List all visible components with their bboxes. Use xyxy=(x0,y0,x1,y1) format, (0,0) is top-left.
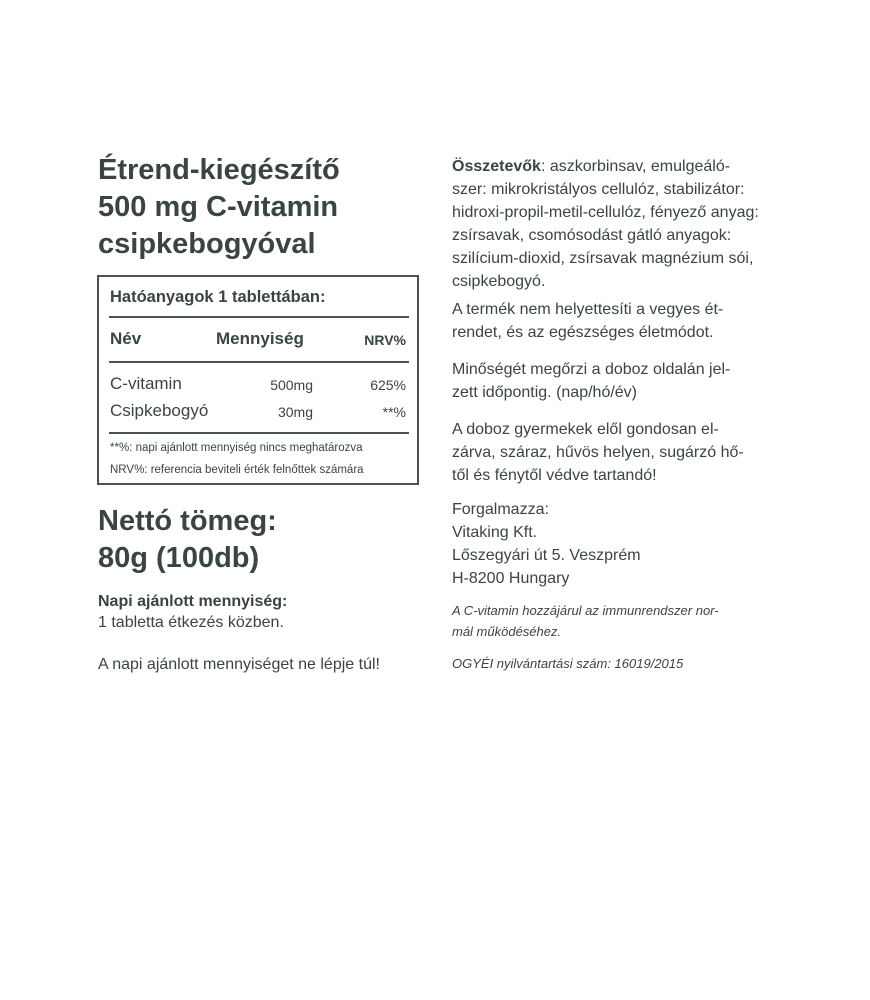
footnote: NRV%: referencia beviteli érték felnőttek számára xyxy=(110,464,364,476)
distributor: Forgalmazza: Vitaking Kft. Lőszegyári út 5. Veszprém H-8200 Hungary xyxy=(452,501,641,587)
row-amount: 30mg xyxy=(277,404,313,420)
column-header-amount: Mennyiség xyxy=(216,329,304,348)
table-divider xyxy=(109,432,409,434)
composition: Összetevők: aszkorbinsav, emulgeáló- szer: mikrokristályos cellulóz, stabilizátor: hidroxi-propil-metil-cellulóz, fényező anyag: zsírsavak, csomósodást gátló anyagok: szilícium-dioxid, zsírsavak magnézium sói, csipkebogyó. xyxy=(452,158,759,290)
column-header-nrv: NRV% xyxy=(364,332,406,348)
row-nrv: **% xyxy=(382,404,406,420)
row-nrv: 625% xyxy=(370,377,406,393)
table-divider xyxy=(109,316,409,318)
composition-label: Összetevők xyxy=(452,158,541,175)
daily-dose-text: 1 tabletta étkezés közben. xyxy=(98,614,284,631)
title-line: 500 mg C-vitamin xyxy=(98,191,339,223)
best-before-notice: Minőségét megőrzi a doboz oldalán jel- zett időpontig. (nap/hó/év) xyxy=(452,361,731,401)
net-weight-value: 80g (100db) xyxy=(98,542,260,574)
net-weight-label: Nettó tömeg: xyxy=(98,505,277,537)
column-header-name: Név xyxy=(110,329,142,348)
title-line: Étrend-kiegészítő xyxy=(98,154,340,186)
lifestyle-notice: A termék nem helyettesíti a vegyes ét- rendet, és az egészséges életmódot. xyxy=(452,301,724,341)
product-title xyxy=(98,152,340,263)
table-heading: Hatóanyagok 1 tablettában: xyxy=(110,288,326,306)
title-line: csipkebogyóval xyxy=(98,228,316,260)
table-divider xyxy=(109,361,409,363)
row-name: Csipkebogyó xyxy=(110,401,209,420)
storage-notice: A doboz gyermekek elől gondosan el- zárva, száraz, hűvös helyen, sugárzó hő- től és fénytől védve tartandó! xyxy=(452,421,744,484)
ingredients-table xyxy=(97,275,419,485)
net-weight xyxy=(98,503,277,577)
row-amount: 500mg xyxy=(270,377,313,393)
dose-warning: A napi ajánlott mennyiséget ne lépje túl! xyxy=(98,656,380,673)
row-name: C-vitamin xyxy=(110,374,182,393)
health-claim: A C-vitamin hozzájárul az immunrendszer nor- mál működéséhez. xyxy=(452,603,719,639)
daily-dose-heading: Napi ajánlott mennyiség: xyxy=(98,593,288,610)
registration-number: OGYÉI nyilvántartási szám: 16019/2015 xyxy=(452,656,684,671)
footnote: **%: napi ajánlott mennyiség nincs meghatározva xyxy=(110,442,363,454)
